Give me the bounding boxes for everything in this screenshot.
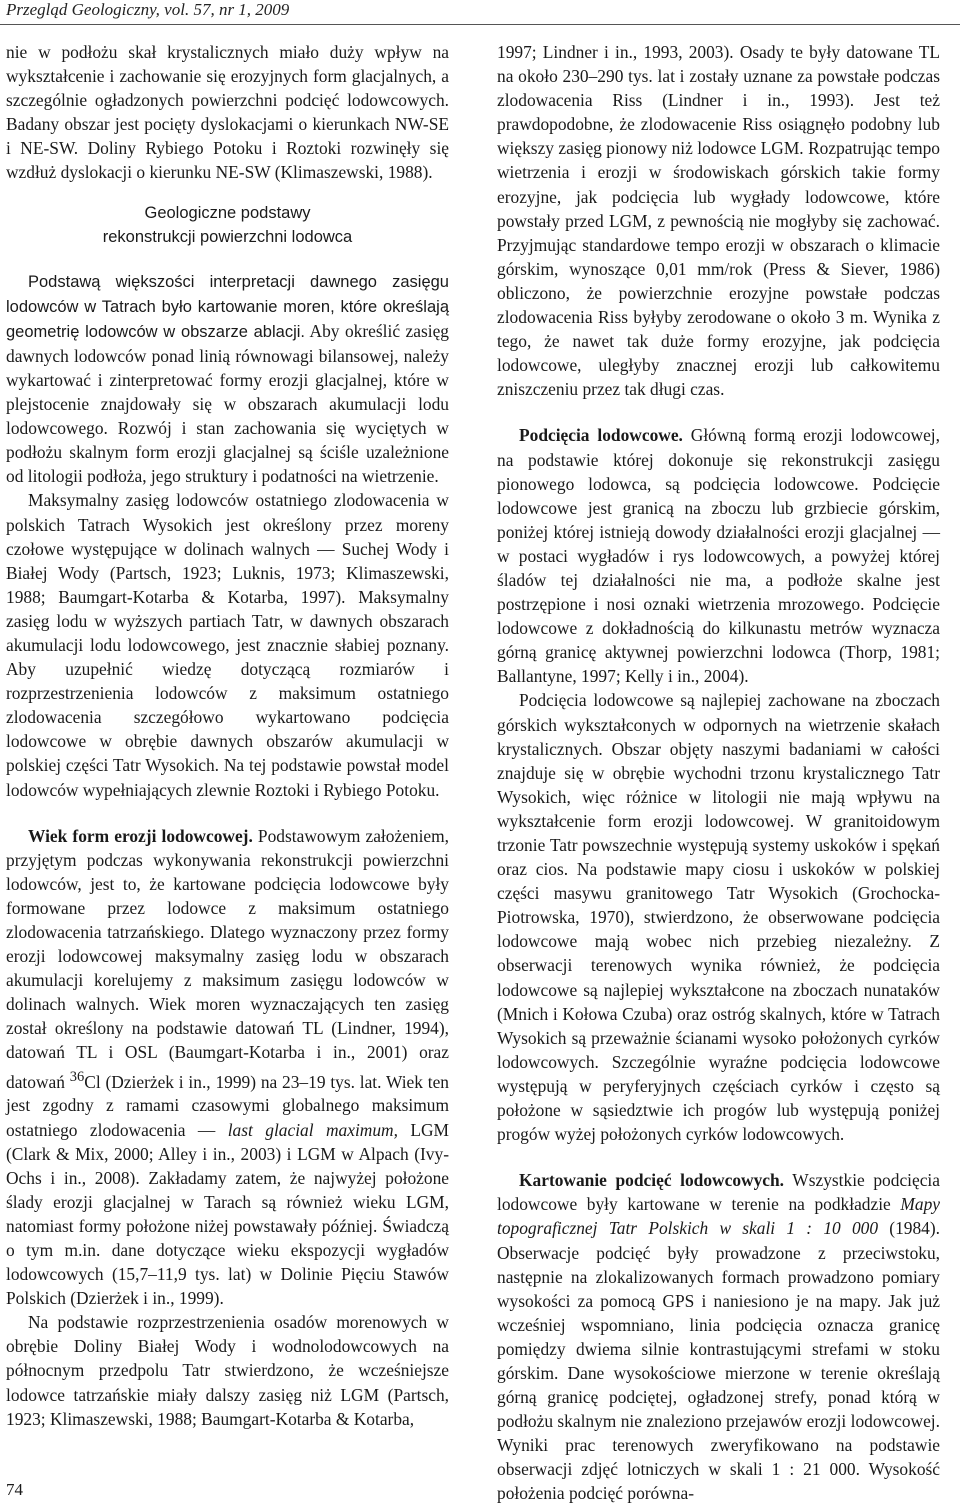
paragraph-3	[6, 824, 449, 1311]
running-header: Przegląd Geologiczny, vol. 57, nr 1, 2009	[6, 0, 290, 19]
section-title	[6, 201, 449, 249]
paragraph-1	[6, 269, 449, 489]
paragraph-gap	[497, 1146, 940, 1168]
right-paragraph-4	[497, 1168, 940, 1505]
subheading-podciecia: Podcięcia lodowcowe.	[519, 425, 683, 446]
map-title-italic: Mapy topograficznej Tatr Polskich w skali 1 : 10 000	[497, 1194, 940, 1239]
right-paragraph-3: Podcięcia lodowcowe są najlepiej zachowane na zboczach górskich wykształconych w odpornych na wietrzenie skałach krystalicznych. Obszar objęty naszymi badaniami w całości znajduje się w obrębie wychodni trzonu krystalicznego Tatr Wysokich, więc różnice w litologii nie mają wpływu na wykształcenie form erozji lodowcowej. W granitoidowym trzonie Tatr powszechnie występują systemy uskoków i spękań oraz cios. Na podstawie mapy ciosu i uskoków w polskiej części masywu granitowego Tatr Wysokich (Grochocka-Piotrowska, 1970), stwierdzono, że obserwowane podcięcia lodowcowe mają wobec nich przebieg niezależny. Z obserwacji terenowych wynika również, że podcięcia lodowcowe są najlepiej wykształcone na zboczach nunataków (Mnich i Kołowa Czuba) oraz ostróg skalnych, które w Tatrach Wysokich są przeważnie ścianami wysoko położonych cyrków lodowcowych. Szczególnie wyraźne podcięcia lodowcowe występują w peryferyjnych częściach cyrków i często są położone w sąsiedztwie ich progów lub występują poniżej progów wyżej położonych cyrków lodowcowych.	[497, 690, 940, 1145]
paragraph-3-italic: last glacial maximum,	[227, 1119, 398, 1140]
left-column	[6, 40, 449, 1431]
paragraph-gap	[6, 802, 449, 824]
paragraph-1-rest: Aby określić zasięg dawnych lodowców ponad linią równowagi bilansowej, należy wykartować i zinterpretować formy erozji glacjalnej, które w plejstocenie znajdowały się w obszarach akumulacji lodu lodowcowego. Rozwój i stan zachowania się wyciętych w podłożu skalnym form erozji glacjalnej są ściśle uzależnione od litologii podłoża, jego struktury i podatności na wietrzenie.	[6, 320, 449, 487]
right-paragraph-4-b: (1984). Obserwacje podcięć były prowadzone z przeciwstoku, następnie na zlokalizowanych formach prowadzono pomiary wysokości za pomocą GPS i naniesiono je na mapy. Jak już wcześniej wspomniano, linia podcięcia oznacza granicę pomiędzy dwiema silnie kontrastującymi strefami w stoku górskim. Dane wysokościowe mierzone w terenie określają górną granicę podciętej, ogładzonej strefy, ponad którą w podłożu skalnym nie znaleziono przejawów erozji lodowcowej. Wyniki prac terenowych zweryfikowano na podstawie obserwacji zdjęć lotniczych w skali 1 : 21 000. Wysokość położenia podcięć porówna-	[497, 1218, 940, 1504]
right-paragraph-2-body: Główną formą erozji lodowcowej, na podstawie której dokonuje się rekonstrukcji zasięgu pionowego lodowca, są podcięcia lodowcowe. Podcięcie lodowcowe jest granicą na zboczu lub grzbiecie górskim, poniżej której istnieją dowody działalności erozji glacjalnej — w postaci wygładów i rys lodowcowych, a powyżej której śladów tej działalności nie ma, a podłoże skalne jest postrzępione i nosi oznaki wietrzenia mrozowego. Podcięcie lodowcowe z dokładnością do kilkunastu metrów wyznacza górną granicę aktywnej powierzchni lodowca (Thorp, 1981; Ballantyne, 1997; Kelly i in., 2004).	[497, 425, 940, 687]
paragraph-3-a: Podstawowym założeniem, przyjętym podczas wykonywania rekonstrukcji powierzchni lodowców, jest to, że kartowane podcięcia lodowcowe były formowane przez lodowce z maksimum ostatniego zlodowacenia tatrzańskiego. Dlatego wyznaczony przez formy erozji lodowcowej maksymalny zasięg lodu w obszarach akumulacji korelujemy z maksimum zasięgu lodowców w dolinach walnych. Wiek moren wyznaczających ten zasięg został określony na podstawie datowań TL (Lindner, 1994), datowań TL i OSL (Baumgart-Kotarba i in., 2001) oraz datowań	[6, 825, 449, 1092]
right-paragraph-1: 1997; Lindner i in., 1993, 2003). Osady te były datowane TL na około 230–290 tys. lat i zostały uznane za powstałe podczas zlodowacenia Riss (Lindner i in., 1993). Jest też prawdopodobne, że zlodowacenie Riss osiągnęło podobny lub większy zasięg pionowy niż lodowce LGM. Rozpatrując tempo wietrzenia i erozji w środowiskach górskich takie formy erozyjne, jak podcięcia lub wygłady lodowcowe, które powstały przed LGM, z pewnością nie mogłyby się zachować. Przyjmując standardowe tempo erozji w obszarach o klimacie górskim, wynoszące 0,01 mm/rok (Press & Siever, 1986) obliczono, że powierzchnie erozyjne powstałe podczas zlodowacenia Riss byłyby zerodowane o około 3 m. Wynika z tego, że nawet tak duże formy erozyjne, jak podcięcia lodowcowe, uległyby znacznej erozji lub całkowitemu zniszczeniu przez tak długi czas.	[497, 42, 940, 400]
page-number: 74	[6, 1480, 23, 1499]
paragraph-4: Na podstawie rozprzestrzenienia osadów morenowych w obrębie Doliny Białej Wody i wodnolodowcowych na północnym przedpolu Tatr stwierdzono, że wcześniejsze lodowce tatrzańskie miały dalszy zasięg niż LGM (Partsch, 1923; Klimaszewski, 1988; Baumgart-Kotarba & Kotarba,	[6, 1312, 449, 1429]
paragraph-3-b: Cl (Dzierżek i in., 1999) na 23–19 tys. lat. Wiek ten jest zgodny z ramami czasowymi globalnego maksimum ostatniego zlodowacenia —	[6, 1071, 449, 1140]
subheading-wiek: Wiek form erozji lodowcowej.	[28, 825, 253, 846]
intro-paragraph: nie w podłożu skał krystalicznych miało duży wpływ na wykształcenie i zachowanie się erozyjnych form glacjalnych, a szczególnie ogładzonych powierzchni podcięć lodowcowych. Badany obszar jest pocięty dyslokacjami o kierunkach NW-SE i NE-SW. Doliny Rybiego Potoku i Roztoki rozwinęły się wzdłuż dyslokacji o kierunku NE-SW (Klimaszewski, 1988).	[6, 42, 449, 183]
section-title-line-2: rekonstrukcji powierzchni lodowca	[102, 227, 353, 246]
paragraph-2: Maksymalny zasięg lodowców ostatniego zlodowacenia w polskich Tatrach Wysokich jest określony przez moreny czołowe występujące w dolinach walnych — Suchej Wody i Białej Wody (Partsch, 1923; Luknis, 1973; Klimaszewski, 1988; Baumgart-Kotarba & Kotarba, 1997). Maksymalny zasięg lodu w wyższych partiach Tatr, w dawnych obszarach akumulacji lodu lodowcowego, jest znacznie słabiej poznany. Aby uzupełnić wiedzę dotyczącą rozmiarów i rozprzestrzenienia lodowców z maksimum ostatniego zlodowacenia szczegółowo wykartowano podcięcia lodowcowe w obrębie dawnych obszarów akumulacji w polskiej części Tatr Wysokich. Na tej podstawie powstał model lodowców wypełniających zlewnie Roztoki i Rybiego Potoku.	[6, 490, 449, 800]
paragraph-gap	[497, 401, 940, 423]
paragraph-1-sans: Podstawą większości interpretacji dawnego zasięgu lodowców w Tatrach było kartowanie moren, które określają geometrię lodowców w obszarze ablacji.	[6, 272, 449, 341]
section-title-line-1: Geologiczne podstawy	[144, 203, 311, 222]
right-column	[497, 40, 940, 1506]
header-rule	[0, 24, 960, 25]
right-paragraph-4-a: Wszystkie podcięcia lodowcowe były kartowane w terenie na podkładzie	[497, 1170, 940, 1215]
paragraph-3-c: LGM (Clark & Mix, 2000; Alley i in., 2003) i LGM w Alpach (Ivy-Ochs i in., 2008). Zakładamy zatem, że najwyżej położone ślady erozji glacjalnej w Tarach są również wieku LGM, natomiast formy położone niżej powstawały później. Świadczą o tym m.in. dane dotyczące wieku ekspozycji wygładów lodowcowych (15,7–11,9 tys. lat) w Dolinie Pięciu Stawów Polskich (Dzierżek i in., 1999).	[6, 1119, 449, 1309]
right-paragraph-2	[497, 423, 940, 688]
subheading-kartowanie: Kartowanie podcięć lodowcowych.	[519, 1170, 785, 1191]
isotope-superscript: 36	[69, 1068, 85, 1085]
